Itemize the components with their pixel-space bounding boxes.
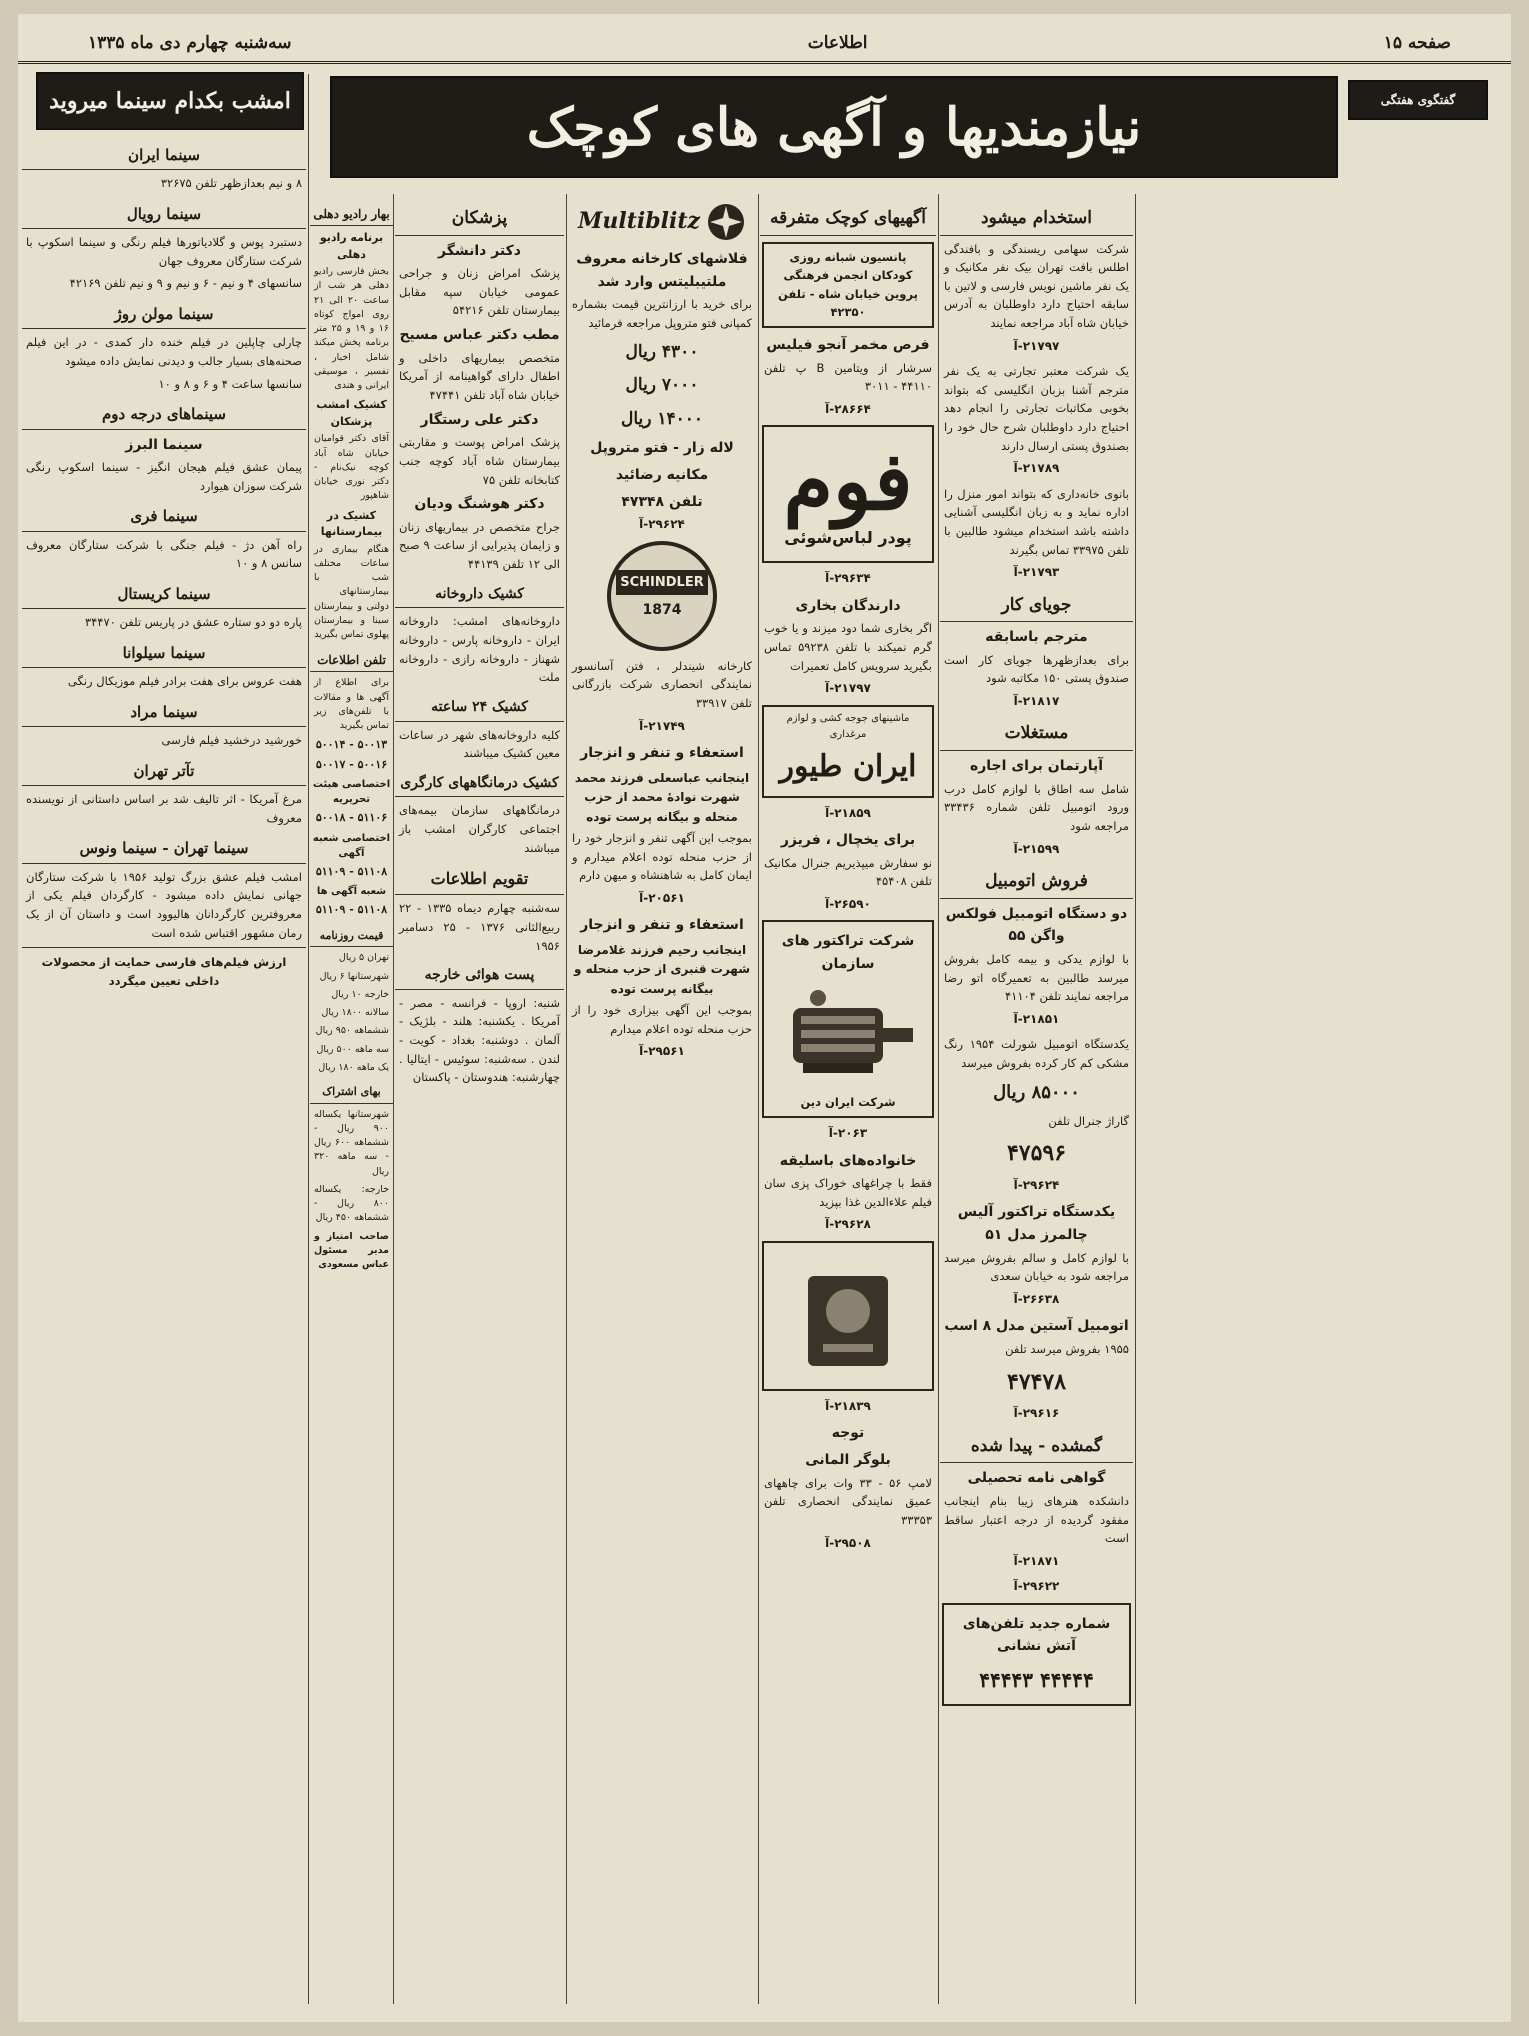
ad-price: ۸۵۰۰۰ ریال xyxy=(993,1082,1080,1104)
notice-title: استعفاء و تنفر و انزجار xyxy=(580,917,744,934)
ad-heading: فلاشهای کارخانه معروف ملتیبلیتس وارد شد xyxy=(576,251,748,290)
phones-info: برای اطلاع از آگهی ها و مقالات با تلفن‌های زیر تماس بگیرید xyxy=(314,677,389,731)
ad-number: ۲۶۵۹۰-آ xyxy=(825,897,871,912)
newspaper-page xyxy=(18,14,1511,2022)
fire-dept-box xyxy=(942,1603,1131,1707)
price-item: تهران ۵ ریال xyxy=(338,952,389,964)
doctor-name: دکتر دانشگر xyxy=(438,242,521,259)
cinema-info: ۸ و نیم بعدازظهر تلفن ۳۲۶۷۵ xyxy=(160,176,302,191)
cinema-name: سینما رویال xyxy=(22,199,306,229)
cinema-info: سانسهای ۴ و نیم - ۶ و نیم و ۹ و نیم تلفن ۴۲۱۶۹ xyxy=(69,276,302,291)
corner-logo: گفتگوی هفتگی xyxy=(1348,80,1488,120)
iran-tour-ad xyxy=(762,705,934,798)
multiblitz-logo xyxy=(568,202,756,242)
ad-number: ۲۸۶۶۴-آ xyxy=(825,401,871,416)
fire-phones: ۴۴۴۴۴ ۴۴۴۴۳ xyxy=(979,1667,1094,1692)
section-title: پست هوائی خارجه xyxy=(395,961,564,990)
section-title: کشیک داروخانه xyxy=(395,580,564,609)
ad-heading: مترجم باسابقه xyxy=(985,629,1088,646)
ad-text: شرکت ایران دین xyxy=(800,1095,896,1110)
editorial-heading: اختصاصی هیئت تحریریه xyxy=(312,779,391,806)
ad-price: ۱۴۰۰۰ ریال xyxy=(620,408,704,429)
cinema-info: هفت عروس برای هفت برادر فیلم موزیکال رنگی xyxy=(67,674,302,689)
ad-number: ۲۱۷۹۳-آ xyxy=(1013,565,1060,580)
section-title: استخدام میشود xyxy=(940,202,1133,236)
schindler-seal xyxy=(607,541,717,651)
ad-heading: برای یخچال ، فریزر xyxy=(780,832,916,849)
notice-text: بموجب این آگهی تنفر و انزجار خود را از حزب منحله توده اعلام میدارم و ایمان کامل به شاهنشاه و میهن دارم xyxy=(572,830,752,883)
divider xyxy=(22,947,306,948)
ad-number: ۲۱۸۷۱-آ xyxy=(1013,1553,1060,1568)
main-banner: نیازمندیها و آگهی های کوچک xyxy=(330,76,1338,178)
issue-date: سه‌شنبه چهارم دی ماه ۱۳۳۵ xyxy=(88,32,292,53)
doctor-shift-info: آقای دکتر قوامیان خیابان شاه آباد کوچه نیک‌نام - دکتر نوری خیابان شاهپور xyxy=(314,433,389,502)
masthead xyxy=(18,24,1511,64)
phones-title: تلفن اطلاعات xyxy=(310,648,393,672)
ad-heading: خانواده‌های باسلیقه xyxy=(779,1152,917,1169)
ad-number: ۲۱۵۹۹-آ xyxy=(1013,841,1060,856)
ad-text: نو سفارش میپذیریم جنرال مکانیک تلفن ۴۵۴۰۸ xyxy=(764,855,932,889)
section-title: کشیک ۲۴ ساعته xyxy=(395,693,564,722)
ad-number: ۲۱۷۸۹-آ xyxy=(1013,461,1060,476)
ad-number: ۲۱۷۹۷-آ xyxy=(825,681,871,696)
cinema-info: سانسها ساعت ۴ و ۶ و ۸ و ۱۰ xyxy=(158,376,302,391)
cinema-subtitle: سینما البرز xyxy=(125,436,203,453)
section-title: جویای کار xyxy=(940,589,1133,623)
section-title: کشیک درمانگاههای کارگری xyxy=(395,769,564,798)
footer-note: ارزش فیلم‌های فارسی حمایت از محصولات داخلی تعیین میگردد xyxy=(41,955,287,988)
flash-icon xyxy=(706,202,746,242)
column-rule xyxy=(566,194,567,2004)
ad-text: فقط با چراغهای خوراک پزی سان فیلم علاءالدین غذا بپزید xyxy=(764,1176,932,1209)
ad-text: برای خرید با ارزانترین قیمت بشماره کمپانی فتو متروپل مراجعه فرمائید xyxy=(572,297,752,330)
doctor-info: جراح متخصص در بیماریهای زنان و زایمان پذیرایی از ساعت ۹ صبح الی ۱۲ تلفن ۴۴۱۳۹ xyxy=(399,519,560,572)
price-item: ششماهه ۹۵۰ ریال xyxy=(315,1025,389,1037)
ad-heading: یکدستگاه تراکتور آلیس چالمرز مدل ۵۱ xyxy=(957,1204,1116,1243)
publisher-line: صاحب امتیاز و مدیر مسئول عباس مسعودی xyxy=(314,1230,389,1270)
ad-text: یک شرکت معتبر تجارتی به یک نفر مترجم آشنا بزبان انگلیسی که بتواند بخوبی مکاتبات تجارتی را انجام دهد احتیاج دارد داوطلبان شرح حال خود را بصندوق پستی ارسال دارند xyxy=(944,364,1129,453)
ad-text: شامل سه اطاق با لوازم کامل درب ورود اتومبیل تلفن شماره ۳۳۴۳۶ مراجعه شود xyxy=(944,781,1129,833)
doctor-shift-heading: کشیک امشب پزشکان xyxy=(316,398,387,428)
column-radio xyxy=(310,196,393,2006)
ad-text: برای بعدازظهرها جویای کار است صندوق پستی ۱۵۰ مکاتبه شود xyxy=(944,652,1129,686)
doctor-info: متخصص بیماریهای داخلی و اطفال دارای گواهینامه از آمریکا خیابان شاه آباد تلفن ۴۷۴۴۱ xyxy=(399,350,560,402)
ad-heading: بلوگر المانی xyxy=(805,1451,891,1468)
ad-phone: ۴۷۵۹۶ xyxy=(1006,1140,1067,1167)
cinema-info: راه آهن دژ - فیلم جنگی با شرکت ستارگان معروف سانس ۸ و ۱۰ xyxy=(26,537,302,571)
doctor-info: پزشک امراض پوست و مقاربتی بیمارستان شاه آباد کوچه جنب کتابخانه تلفن ۷۵ xyxy=(399,435,560,487)
ad-number: ۲۱۸۳۹-آ xyxy=(825,1398,871,1413)
night-shift-text: کلیه داروخانه‌های شهر در ساعات معین کشیک میباشند xyxy=(399,727,560,761)
column-employment xyxy=(940,196,1133,2006)
paper-name: اطلاعات xyxy=(807,32,868,53)
subscription-foreign: خارجه: یکساله ۸۰۰ ریال - ششماهه ۴۵۰ ریال xyxy=(314,1183,389,1224)
column-doctors xyxy=(395,196,564,2006)
cinema-info: مرغ آمریکا - اثر تالیف شد بر اساس داستانی از نویسنده معروف xyxy=(26,792,302,825)
ad-text: لامپ ۵۶ - ۳۳ وات برای چاههای عمیق نمایندگی انحصاری تلفن ۳۳۳۵۳ xyxy=(764,1475,932,1527)
price-title: قیمت روزنامه xyxy=(310,925,393,948)
doctor-name: مطب دکتر عباس مسیح xyxy=(399,327,560,344)
ad-number: ۲۹۵۰۸-آ xyxy=(825,1535,871,1550)
price-item: شهرستانها ۶ ریال xyxy=(319,970,389,982)
ad-text: سرشار از ویتامین B پ تلفن ۴۴۱۱۰ - ۳۰۱۱ xyxy=(764,360,932,394)
ad-text: ۱۹۵۵ بفروش میرسد تلفن xyxy=(1005,1341,1129,1356)
cinema-info: خورشید درخشید فیلم فارسی xyxy=(161,733,302,748)
price-list xyxy=(310,951,393,1075)
subscription-title: بهای اشتراک xyxy=(310,1081,393,1104)
radio-illustration xyxy=(788,1256,908,1376)
schindler-brand: SCHINDLER xyxy=(616,570,707,595)
ad-heading: شماره جدید تلفن‌های آتش نشانی xyxy=(962,1615,1111,1655)
column-cinemas xyxy=(22,134,306,2004)
phone-number: ۵۰۰۱۶ - ۵۰۰۱۷ xyxy=(315,757,388,771)
ad-text: اگر بخاری شما دود میزند و یا خوب گرم نمیکند با تلفن ۵۹۲۳۸ تماس بگیرید سرویس کامل تعمیرات xyxy=(764,621,933,673)
ad-text: دانشکده هنرهای زیبا بنام اینجانب مفقود گردیده از درجه اعتبار ساقط است xyxy=(944,1493,1129,1546)
section-title: پزشکان xyxy=(395,202,564,236)
price-item: سه ماهه ۵۰۰ ریال xyxy=(316,1043,389,1055)
ad-number: ۲۹۶۲۴-آ xyxy=(1013,1177,1060,1192)
cinema-name: سینما فری xyxy=(22,501,306,531)
ads-heading: اختصاصی شعبه آگهی xyxy=(312,832,391,859)
section-title: بهار رادیو دهلی xyxy=(310,202,393,226)
ad-phone: تلفن ۴۷۳۴۸ xyxy=(621,493,703,510)
ad-text: گاراژ جنرال تلفن xyxy=(1048,1113,1129,1128)
cinema-name: سینماهای درجه دوم xyxy=(22,399,306,429)
ad-text: با لوازم کامل و سالم بفروش میرسد مراجعه شود به خیابان سعدی xyxy=(944,1250,1129,1284)
ad-heading: شرکت تراکتور های سازمان xyxy=(781,933,915,973)
fom-brand: فوم xyxy=(783,434,913,529)
section-title: آگهیهای کوچک متفرقه xyxy=(760,202,936,236)
price-item: یک ماهه ۱۸۰ ریال xyxy=(318,1061,389,1073)
ad-number: ۲۹۶۳۴-آ xyxy=(825,571,871,586)
phone-number: ۵۱۱۰۸ - ۵۱۱۰۹ xyxy=(315,864,388,878)
ad-number: ۲۱۷۹۷-آ xyxy=(1013,338,1060,353)
doctor-name: دکتر علی رستگار xyxy=(420,411,539,428)
cinema-name: تآتر تهران xyxy=(22,756,306,786)
phone-number: ۵۰۰۱۳ - ۵۰۰۱۴ xyxy=(315,738,388,752)
phone-number: ۵۱۱۰۶ - ۵۰۰۱۸ xyxy=(315,811,388,825)
pharmacy-list: داروخانه‌های امشب: داروخانه ایران - داروخانه پارس - داروخانه شهناز - داروخانه رازی - داروخانه ملت xyxy=(399,614,560,685)
multiblitz-brand: Multiblitz xyxy=(578,208,700,235)
ad-number: ۲۹۶۲۸-آ xyxy=(825,1217,871,1232)
ad-heading: اتومبیل آستین مدل ۸ اسب xyxy=(944,1318,1129,1335)
ad-number: ۲۰۵۶۱-آ xyxy=(639,890,685,905)
cinema-info: پاره دو دو ستاره عشق در پاریس تلفن ۳۴۴۷۰ xyxy=(84,615,302,630)
cinema-info: دستبرد پوس و گلادیاتورها فیلم رنگی و سینما اسکوپ با شرکت ستارگان معروف جهان xyxy=(26,235,302,268)
ad-text: پانسیون شبانه روزی کودکان انجمن فرهنگی پروین خیابان شاه - تلفن ۴۲۳۵۰ xyxy=(778,249,918,320)
notice-title: استعفاء و تنفر و انزجار xyxy=(580,744,744,761)
notice-subtitle: اینجانب رحیم فرزند غلامرضا شهرت قنبری از حزب منحله و بیگانه پرست توده xyxy=(573,942,751,996)
cinema-name: سینما سیلوانا xyxy=(22,638,306,668)
cinema-banner: امشب بکدام سینما میروید xyxy=(36,72,304,130)
hospital-heading: کشیک در بیمارستانها xyxy=(320,508,383,538)
ad-heading: دارندگان بخاری xyxy=(795,597,901,614)
calendar-text: سه‌شنبه چهارم دیماه ۱۳۳۵ - ۲۲ ربیع‌الثانی ۱۳۷۶ - ۲۵ دسامبر ۱۹۵۶ xyxy=(399,901,560,953)
fom-ad xyxy=(762,425,934,563)
ad-number: ۲۰۶۳-آ xyxy=(828,1126,868,1141)
subscription-info: شهرستانها یکساله ۹۰۰ ریال - ششماهه ۶۰۰ ریال - سه ماهه ۳۲۰ ریال xyxy=(314,1108,389,1177)
column-rule xyxy=(393,194,394,2004)
ad-number: ۲۱۸۱۷-آ xyxy=(1013,694,1060,709)
page-number: صفحه ۱۵ xyxy=(1383,32,1451,53)
ad-heading: توجه xyxy=(831,1425,865,1442)
section-title: فروش اتومبیل xyxy=(940,865,1133,899)
motor-illustration xyxy=(773,978,923,1088)
column-rule xyxy=(758,194,759,2004)
cinema-name: سینما مراد xyxy=(22,697,306,727)
radio-heading: برنامه رادیو دهلی xyxy=(319,231,384,261)
section-title: گمشده - پیدا شده xyxy=(940,1430,1133,1464)
ad-price: ۴۳۰۰ ریال xyxy=(625,341,699,362)
calendar-title: تقویم اطلاعات xyxy=(395,863,564,895)
ad-number: ۲۹۶۱۶-آ xyxy=(1013,1406,1060,1421)
ad-heading: فرص مخمر آنجو فیلیس xyxy=(766,337,930,354)
ad-number: ۲۱۷۴۹-آ xyxy=(639,718,685,733)
column-rule xyxy=(308,74,309,2004)
ad-text: ماشینهای جوجه کشی و لوازم مرغداری xyxy=(786,712,910,740)
price-item: خارجه ۱۰ ریال xyxy=(331,988,389,1000)
ad-number: ۲۹۵۶۱-آ xyxy=(639,1044,685,1059)
cinema-info: چارلی چاپلین در فیلم خنده دار کمدی - در این فیلم صحنه‌های بسیار جالب و دیدنی نمایش داده میشود xyxy=(26,335,302,369)
fom-tagline: پودر لباس‌شوئی xyxy=(784,528,912,548)
ad-number: ۲۱۸۵۱-آ xyxy=(1013,1011,1060,1026)
section-title: مستغلات xyxy=(940,717,1133,751)
iran-tour-brand: ایران طیور xyxy=(779,749,917,785)
ad-number: ۲۱۸۵۹-آ xyxy=(825,805,871,820)
column-commercial xyxy=(568,196,756,2006)
schindler-logo xyxy=(568,541,756,651)
ad-text: بانوی خانه‌داری که بتواند امور منزل را اداره نماید و به زبان انگلیسی آشنایی داشته باشد استخدام میشود طالبین با تلفن ۳۳۹۷۵ تماس بگیرند xyxy=(944,486,1129,557)
cinema-name: سینما ایران xyxy=(22,140,306,170)
schindler-year: 1874 xyxy=(642,601,682,618)
radio-info: بخش فارسی رادیو دهلی هر شب از ساعت ۲۰ الی ۲۱ روی امواج کوتاه ۱۶ و ۱۹ و ۲۵ متر برنامه پخش میکند شامل اخبار ، تفسیر ، موسیقی ایرانی و هندی xyxy=(314,266,389,391)
hospital-info: هنگام بیماری در ساعات مختلف شب با بیمارستانهای دولتی و بیمارستان سینا و بیمارستان پهلوی تماس بگیرید xyxy=(314,543,389,640)
notice-text: بموجب این آگهی بیزاری خود را از حزب منحله توده اعلام میدارم xyxy=(572,1003,752,1036)
cinema-info: امشب فیلم عشق بزرگ تولید ۱۹۵۶ با شرکت ستارگان جهانی نمایش داده میشود - کارگردان فیلم یکی از معروفترین کارگردانان هالیوود است و داستان آن از یک رمان مشهور اقتباس شده است xyxy=(26,869,302,940)
cinema-name: سینما کریستال xyxy=(22,579,306,609)
ad-heading: گواهی نامه تحصیلی xyxy=(967,1470,1106,1487)
cinema-info: پیمان عشق فیلم هیجان انگیز - سینما اسکوپ رنگی شرکت سوزان هیوارد xyxy=(26,460,302,493)
ad-heading: مکانیه رضائید xyxy=(615,466,709,483)
phone-number: ۵۱۱۰۸ - ۵۱۱۰۹ xyxy=(315,903,388,917)
ads-branch-heading: شعبه آگهی ها xyxy=(316,886,387,898)
ad-heading: لاله زار - فتو متروپل xyxy=(590,440,734,457)
motor-ad xyxy=(762,920,934,1118)
ad-text: با لوازم یدکی و بیمه کامل بفروش میرسد طالبین به تعمیرگاه اتو رضا مراجعه نمایند تلفن ۴۱۱۰۴ xyxy=(944,951,1129,1004)
ad-heading: آپارتمان برای اجاره xyxy=(969,758,1104,775)
price-item: سالانه ۱۸۰۰ ریال xyxy=(321,1007,389,1018)
pension-ad xyxy=(762,242,934,329)
column-rule xyxy=(1135,194,1136,2004)
cinema-name: سینما مولن روژ xyxy=(22,299,306,329)
column-rule xyxy=(938,194,939,2004)
ad-heading: دو دستگاه اتومبیل فولکس واگن ۵۵ xyxy=(945,905,1128,945)
clinic-text: درمانگاههای سازمان بیمه‌های اجتماعی کارگران امشب باز میباشند xyxy=(399,803,560,855)
ad-number: ۲۹۶۲۲-آ xyxy=(1013,1579,1060,1594)
ad-text: شرکت سهامی ریسندگی و بافندگی اطلس بافت تهران بیک نفر مکانیک و یک نفر ماشین نویس فارسی و لاتین با سابقه احتیاج دارد داوطلبان به آدرس خیابان شاه آباد مراجعه نمایند xyxy=(944,241,1129,331)
ad-price: ۷۰۰۰ ریال xyxy=(625,375,699,396)
doctor-name: دکتر هوشنگ ودیان xyxy=(414,496,545,513)
ad-text: یکدستگاه اتومبیل شورلت ۱۹۵۴ رنگ مشکی کم کار کرده بفروش میرسد xyxy=(944,1037,1129,1070)
ad-text: کارخانه شیندلر ، فتن آسانسور نمایندگی انحصاری شرکت بازرگانی تلفن ۳۳۹۱۷ xyxy=(572,658,752,710)
airmail-text: شنبه: اروپا - فرانسه - مصر - آمریکا . یکشنبه: هلند - بلژیک - آلمان . دوشنبه: بغداد - کویت - لندن . سه‌شنبه: سوئیس - ایتالیا . چهارشنبه: هندوستان - پاکستان xyxy=(399,995,560,1085)
ad-number: ۲۶۶۳۸-آ xyxy=(1013,1291,1060,1306)
notice-subtitle: اینجانب عباسعلی فرزند محمد شهرت نوادهٔ محمد از حزب منحله و بیگانه پرست توده xyxy=(574,770,750,824)
ad-phone: ۴۷۴۷۸ xyxy=(1006,1368,1067,1395)
ad-number: ۲۹۶۲۴-آ xyxy=(639,517,685,532)
column-misc-ads xyxy=(760,196,936,2006)
doctor-info: پزشک امراض زنان و جراحی عمومی خیابان سپه مقابل بیمارستان تلفن ۵۴۲۱۶ xyxy=(399,266,560,318)
radio-ad xyxy=(762,1241,934,1391)
cinema-name: سینما تهران - سینما ونوس xyxy=(22,833,306,863)
